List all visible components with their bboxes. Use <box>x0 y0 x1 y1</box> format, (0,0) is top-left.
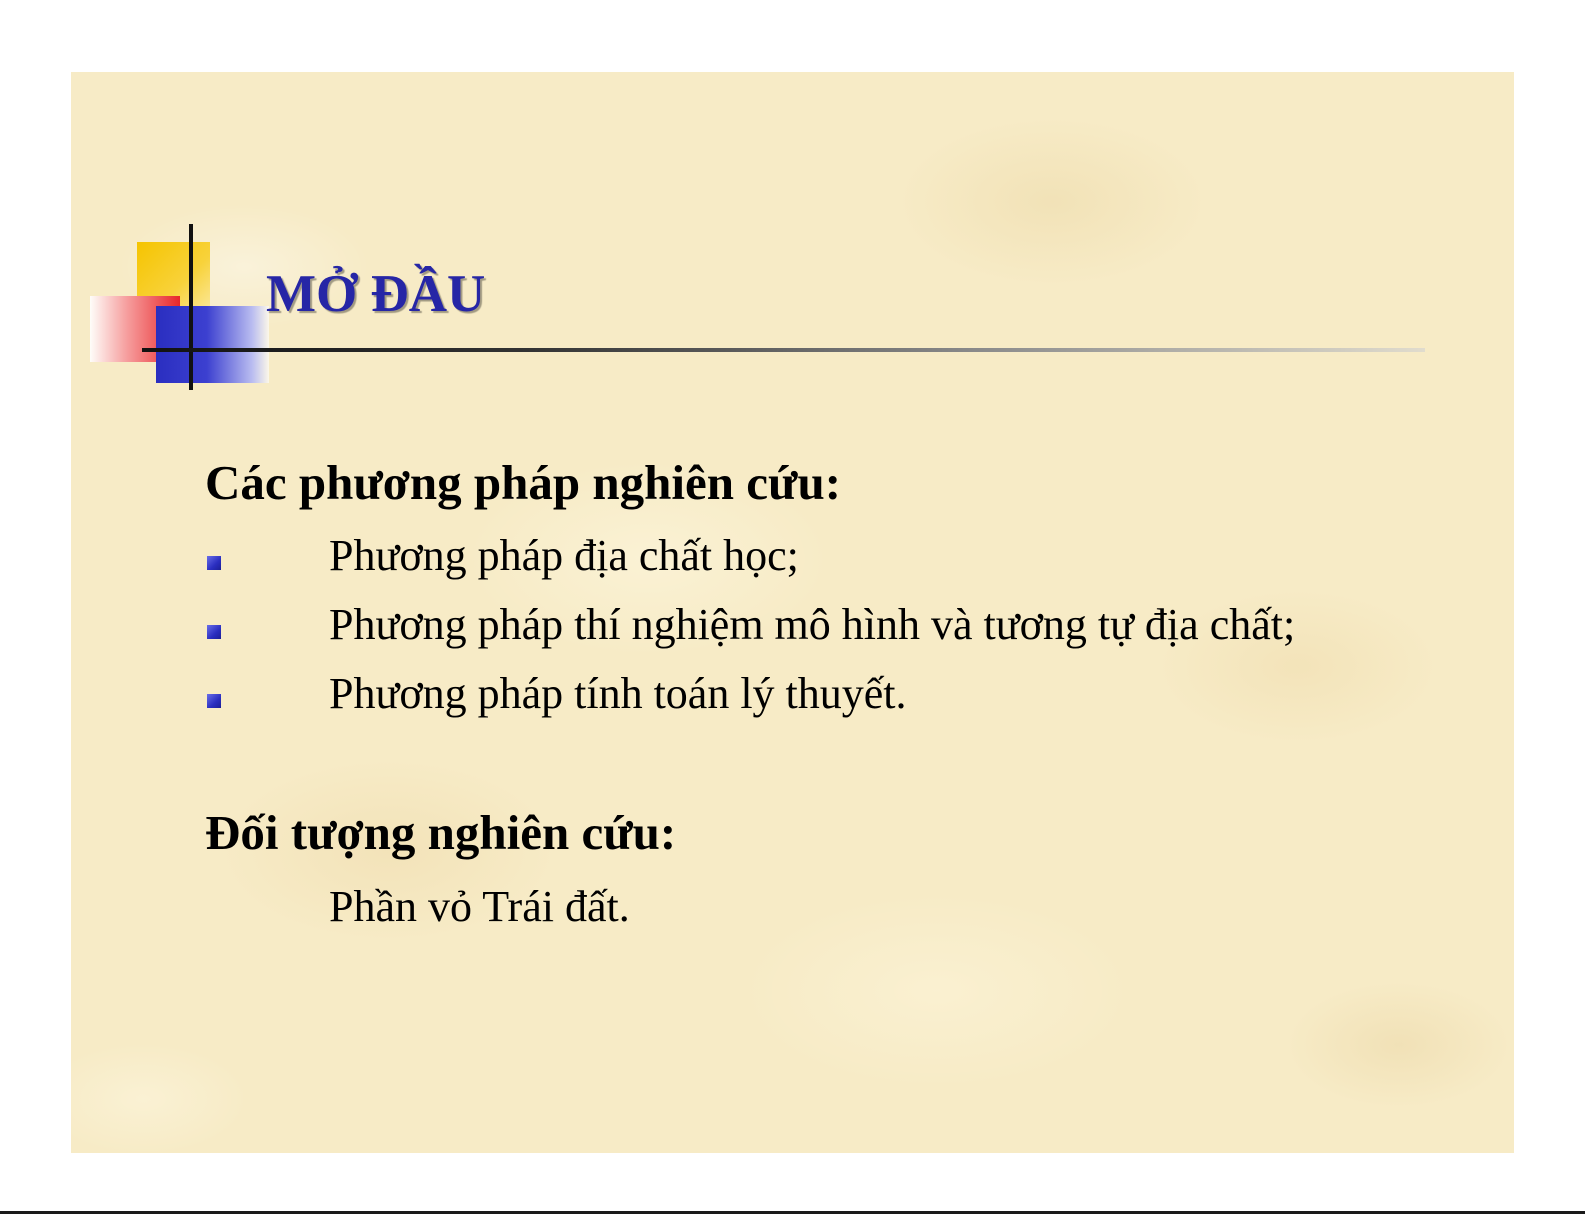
list-item-text: Phương pháp địa chất học; <box>329 531 799 580</box>
slide-title: MỞ ĐẦU <box>266 265 486 323</box>
square-bullet-icon <box>207 556 221 570</box>
decor-blue-square <box>156 306 269 383</box>
square-bullet-icon <box>207 625 221 639</box>
methods-heading: Các phương pháp nghiên cứu: <box>205 455 842 510</box>
list-item-text: Phương pháp tính toán lý thuyết. <box>329 669 907 718</box>
decor-vertical-line <box>189 224 193 390</box>
square-bullet-icon <box>207 694 221 708</box>
page-bottom-rule <box>0 1211 1585 1214</box>
list-item-text: Phương pháp thí nghiệm mô hình và tương tự địa chất; <box>329 600 1296 649</box>
object-text: Phần vỏ Trái đất. <box>329 882 630 931</box>
object-heading: Đối tượng nghiên cứu: <box>205 805 677 860</box>
title-underline <box>142 348 1425 352</box>
